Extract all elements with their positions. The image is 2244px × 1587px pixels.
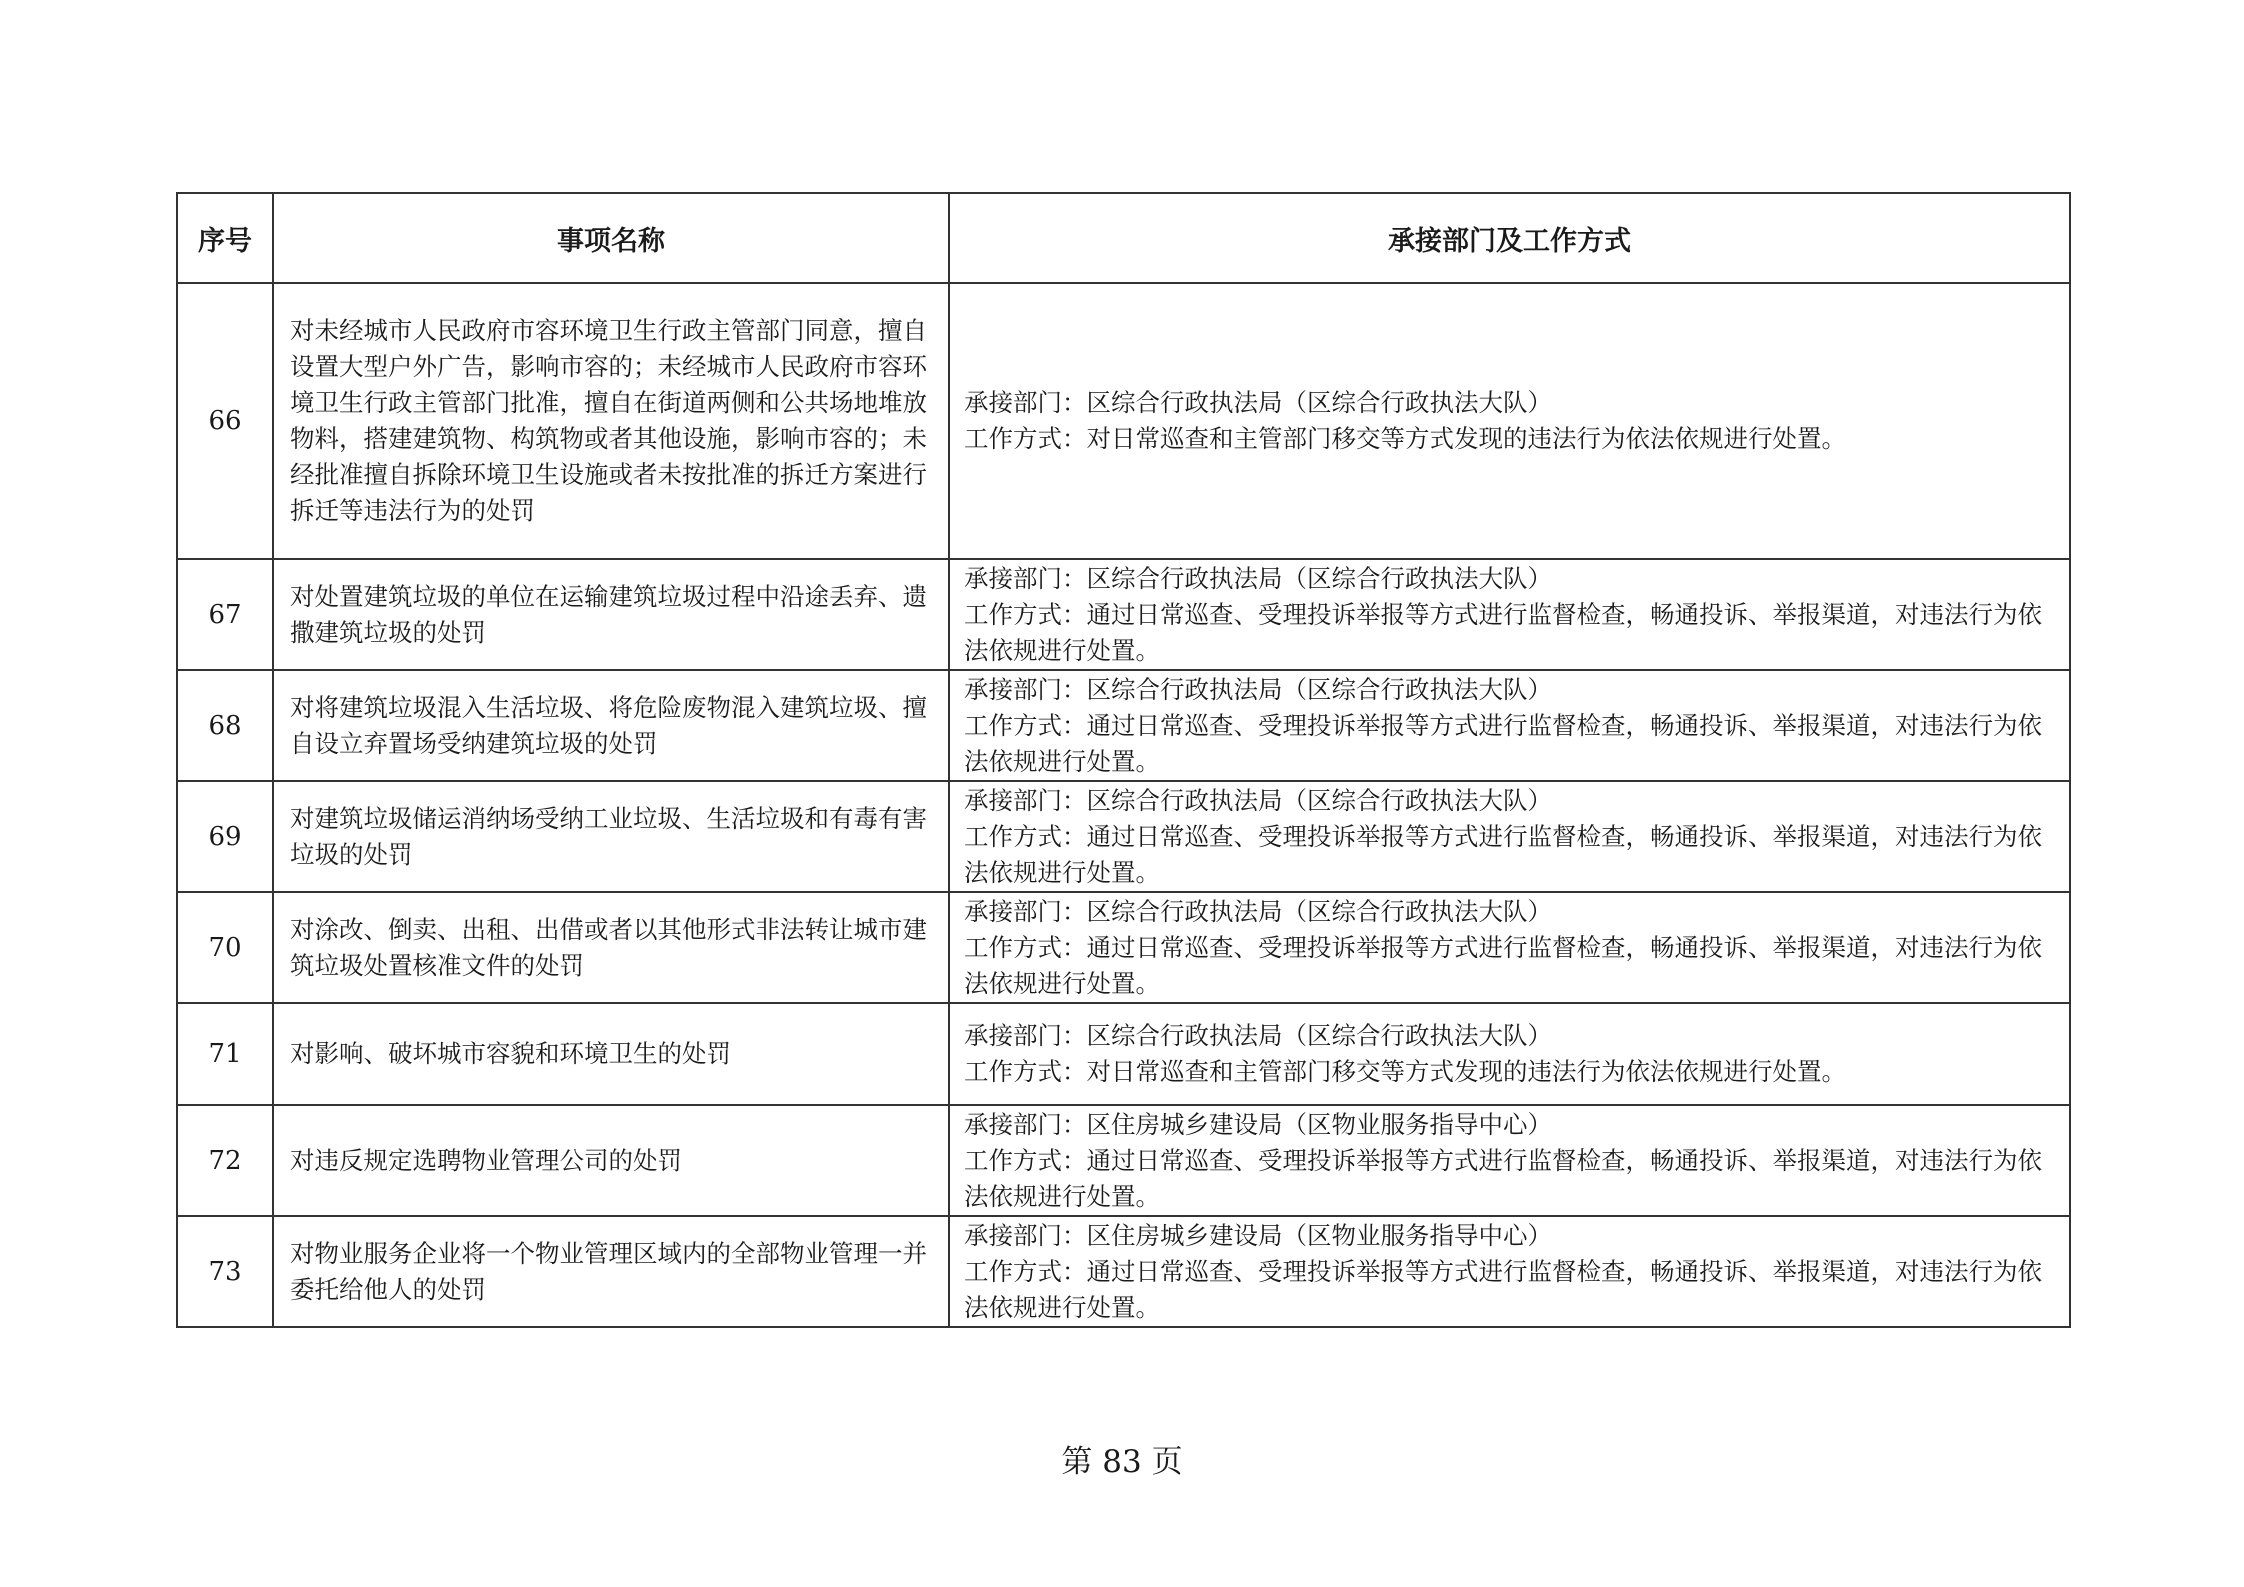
matter-name-text: 对影响、破坏城市容貌和环境卫生的处罚 [290, 1039, 731, 1068]
row-number: 71 [177, 1003, 273, 1105]
row-number: 66 [177, 283, 273, 559]
header-name: 事项名称 [273, 193, 949, 283]
matter-name-text: 对涂改、倒卖、出租、出借或者以其他形式非法转让城市建筑垃圾处置核准文件的处罚 [290, 914, 927, 980]
method-line: 工作方式：对日常巡查和主管部门移交等方式发现的违法行为依法依规进行处置。 [964, 424, 1846, 453]
dept-cell [949, 892, 2070, 1003]
method-line: 工作方式：对日常巡查和主管部门移交等方式发现的违法行为依法依规进行处置。 [964, 1057, 1846, 1086]
dept-cell [949, 1105, 2070, 1216]
header-no: 序号 [177, 193, 273, 283]
dept-line: 承接部门：区综合行政执法局（区综合行政执法大队） [964, 388, 1552, 417]
method-line: 工作方式：通过日常巡查、受理投诉举报等方式进行监督检查，畅通投诉、举报渠道，对违法行为依法依规进行处置。 [964, 932, 2042, 998]
dept-line: 承接部门：区综合行政执法局（区综合行政执法大队） [964, 785, 1552, 815]
header-dept: 承接部门及工作方式 [949, 193, 2070, 283]
method-line: 工作方式：通过日常巡查、受理投诉举报等方式进行监督检查，畅通投诉、举报渠道，对违法行为依法依规进行处置。 [964, 821, 2042, 887]
dept-cell [949, 1216, 2070, 1327]
row-number: 70 [177, 892, 273, 1003]
matter-name-text: 对物业服务企业将一个物业管理区域内的全部物业管理一并委托给他人的处罚 [290, 1238, 927, 1304]
dept-line: 承接部门：区综合行政执法局（区综合行政执法大队） [964, 896, 1552, 926]
row-number: 73 [177, 1216, 273, 1327]
table-row [177, 892, 2070, 1003]
dept-line: 承接部门：区综合行政执法局（区综合行政执法大队） [964, 563, 1552, 593]
matter-name [273, 892, 949, 1003]
row-number: 72 [177, 1105, 273, 1216]
dept-line: 承接部门：区住房城乡建设局（区物业服务指导中心） [964, 1109, 1552, 1139]
row-number: 67 [177, 559, 273, 670]
table-row [177, 283, 2070, 559]
table-row [177, 670, 2070, 781]
table-row [177, 1003, 2070, 1105]
table-header [177, 193, 2070, 283]
table-row [177, 1216, 2070, 1327]
dept-cell [949, 670, 2070, 781]
matter-name-text: 对未经城市人民政府市容环境卫生行政主管部门同意，擅自设置大型户外广告，影响市容的；未经城市人民政府市容环境卫生行政主管部门批准，擅自在街道两侧和公共场地堆放物料，搭建建筑物、构筑物或者其他设施，影响市容的；未经批准擅自拆除环境卫生设施或者未按批准的拆迁方案进行拆迁等违法行为的处罚 [290, 316, 927, 525]
table-row [177, 559, 2070, 670]
method-line: 工作方式：通过日常巡查、受理投诉举报等方式进行监督检查，畅通投诉、举报渠道，对违法行为依法依规进行处置。 [964, 599, 2042, 665]
dept-cell [949, 559, 2070, 670]
table-row [177, 1105, 2070, 1216]
matter-name-text: 对将建筑垃圾混入生活垃圾、将危险废物混入建筑垃圾、擅自设立弃置场受纳建筑垃圾的处罚 [290, 692, 927, 758]
matter-name-text: 对处置建筑垃圾的单位在运输建筑垃圾过程中沿途丢弃、遗撒建筑垃圾的处罚 [290, 581, 927, 647]
dept-line: 承接部门：区住房城乡建设局（区物业服务指导中心） [964, 1220, 1552, 1250]
page-number: 第 83 页 [1061, 1444, 1183, 1480]
matter-name [273, 1003, 949, 1105]
dept-cell [949, 781, 2070, 892]
matter-name-text: 对建筑垃圾储运消纳场受纳工业垃圾、生活垃圾和有毒有害垃圾的处罚 [290, 803, 927, 869]
dept-cell [949, 283, 2070, 559]
method-line: 工作方式：通过日常巡查、受理投诉举报等方式进行监督检查，畅通投诉、举报渠道，对违法行为依法依规进行处置。 [964, 1145, 2042, 1211]
matter-name [273, 283, 949, 559]
matter-name [273, 781, 949, 892]
method-line: 工作方式：通过日常巡查、受理投诉举报等方式进行监督检查，畅通投诉、举报渠道，对违法行为依法依规进行处置。 [964, 710, 2042, 776]
table-row [177, 781, 2070, 892]
row-number: 69 [177, 781, 273, 892]
dept-line: 承接部门：区综合行政执法局（区综合行政执法大队） [964, 674, 1552, 704]
matter-name [273, 670, 949, 781]
matter-name [273, 559, 949, 670]
method-line: 工作方式：通过日常巡查、受理投诉举报等方式进行监督检查，畅通投诉、举报渠道，对违法行为依法依规进行处置。 [964, 1256, 2042, 1322]
matter-name [273, 1216, 949, 1327]
matters-table [176, 192, 2071, 1328]
matter-name [273, 1105, 949, 1216]
dept-line: 承接部门：区综合行政执法局（区综合行政执法大队） [964, 1021, 1552, 1050]
matter-name-text: 对违反规定选聘物业管理公司的处罚 [290, 1145, 682, 1175]
dept-cell [949, 1003, 2070, 1105]
row-number: 68 [177, 670, 273, 781]
